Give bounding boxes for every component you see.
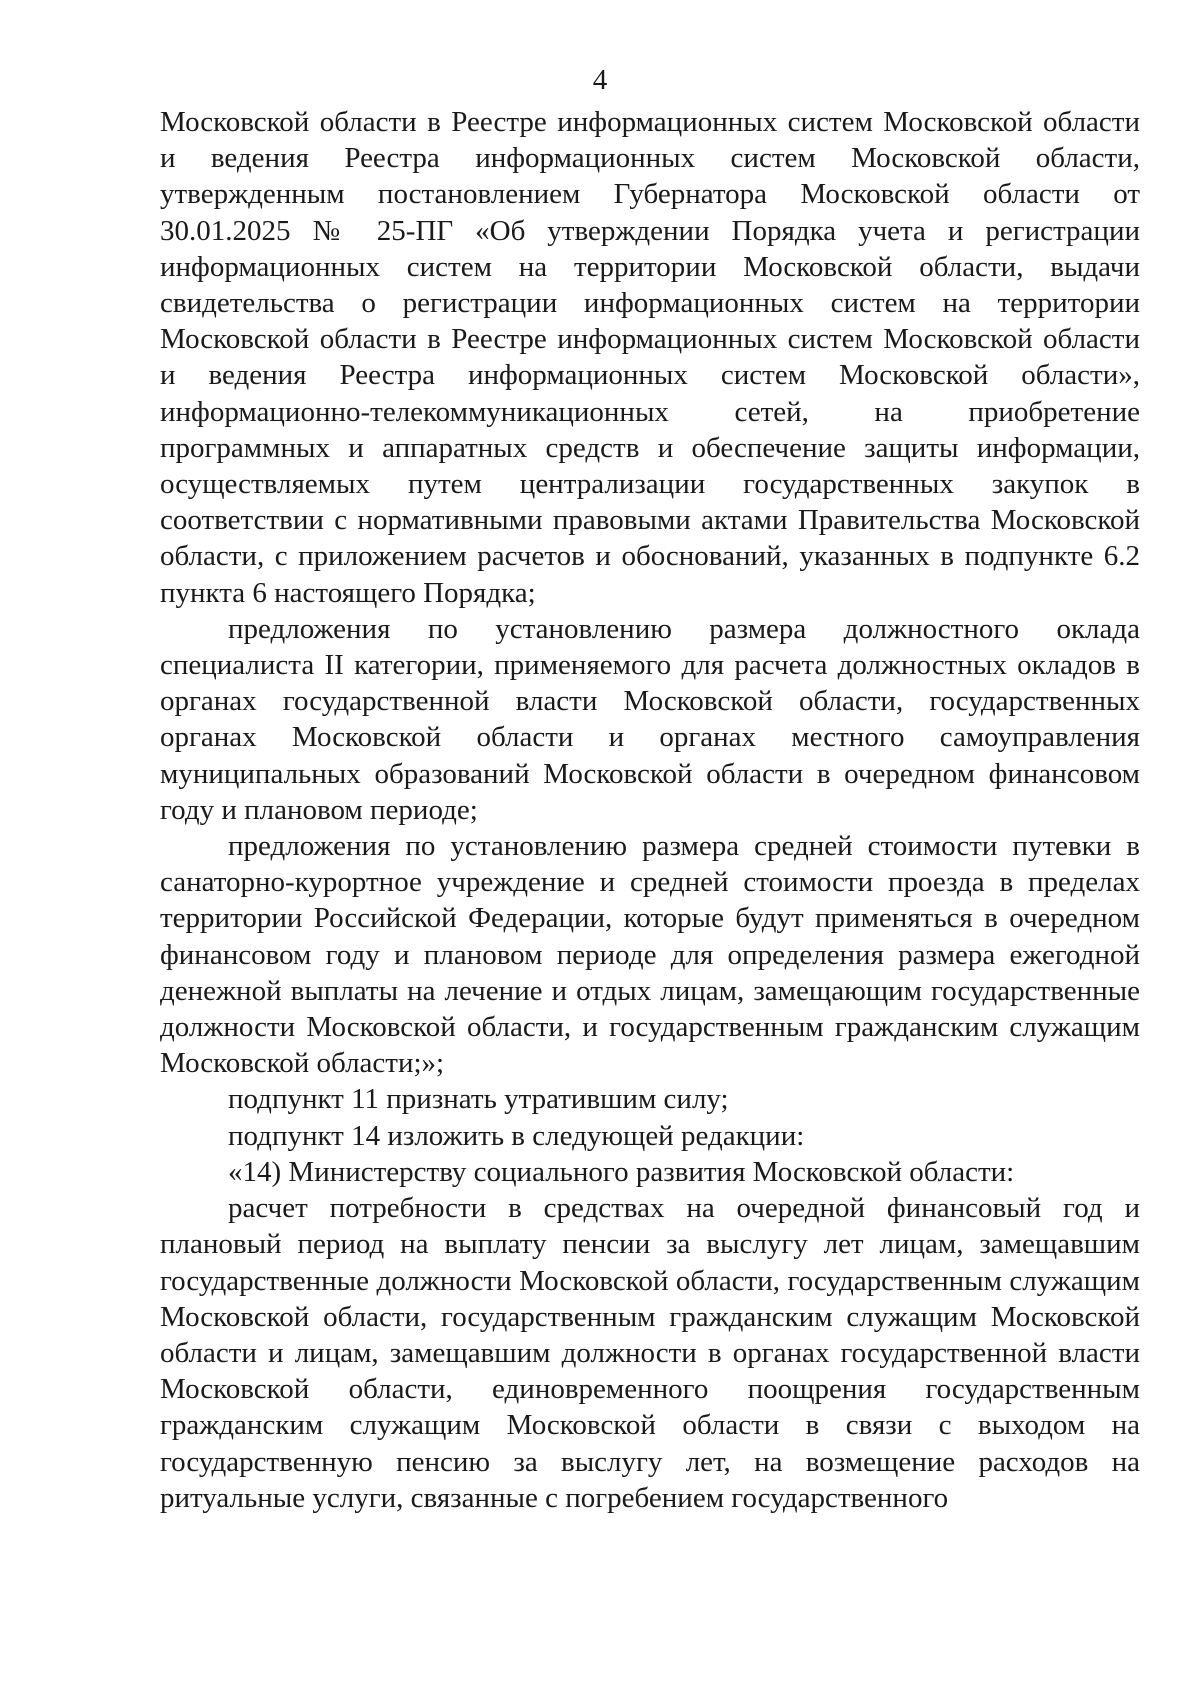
paragraph-5: подпункт 14 изложить в следующей редакции: (228, 1119, 805, 1152)
paragraph-6: «14) Министерству социального развития Московской области: (228, 1155, 1015, 1188)
paragraph-2: предложения по установлению размера должностного оклада специалиста II категории, применяемого для расчета должностных окладов в органах государственной власти Московской области, государственных органах Московской области и органах местного самоуправления муниципальных образований Московской области в очередном финансовом году и плановом периоде; (160, 612, 1140, 826)
document-body (160, 104, 1140, 1516)
paragraph-4: подпункт 11 признать утратившим силу; (228, 1083, 729, 1116)
paragraph-3: предложения по установлению размера средней стоимости путевки в санаторно-курортное учреждение и средней стоимости проезда в пределах территории Российской Федерации, которые будут применяться в очередном финансовом году и плановом периоде для определения размера ежегодной денежной выплаты на лечение и отдых лицам, замещающим государственные должности Московской области, и государственным гражданским служащим Московской области;»; (160, 830, 1140, 1080)
page-number: 4 (592, 64, 608, 96)
paragraph-7: расчет потребности в средствах на очередной финансовый год и плановый период на выплату пенсии за выслугу лет лицам, замещавшим государственные должности Московской области, государственным служащим Московской области, государственным гражданским служащим Московской области и лицам, замещавшим должности в органах государственной власти Московской области, единовременного поощрения государственным гражданским служащим Московской области в связи с выходом на государственную пенсию за выслугу лет, на возмещение расходов на ритуальные услуги, связанные с погребением государственного (160, 1192, 1140, 1514)
paragraph-1: Московской области в Реестре информационных систем Московской области и ведения Реестра информационных систем Московской области, утвержденным постановлением Губернатора Московской области от 30.01.2025 № 25-ПГ «Об утверждении Порядка учета и регистрации информационных систем на территории Московской области, выдачи свидетельства о регистрации информационных систем на территории Московской области в Реестре информационных систем Московской области и ведения Реестра информационных систем Московской области», информационно-телекоммуникационных сетей, на приобретение программных и аппаратных средств и обеспечение защиты информации, осуществляемых путем централизации государственных закупок в соответствии с нормативными правовыми актами Правительства Московской области, с приложением расчетов и обоснований, указанных в подпункте 6.2 пункта 6 настоящего Порядка; (160, 106, 1140, 609)
